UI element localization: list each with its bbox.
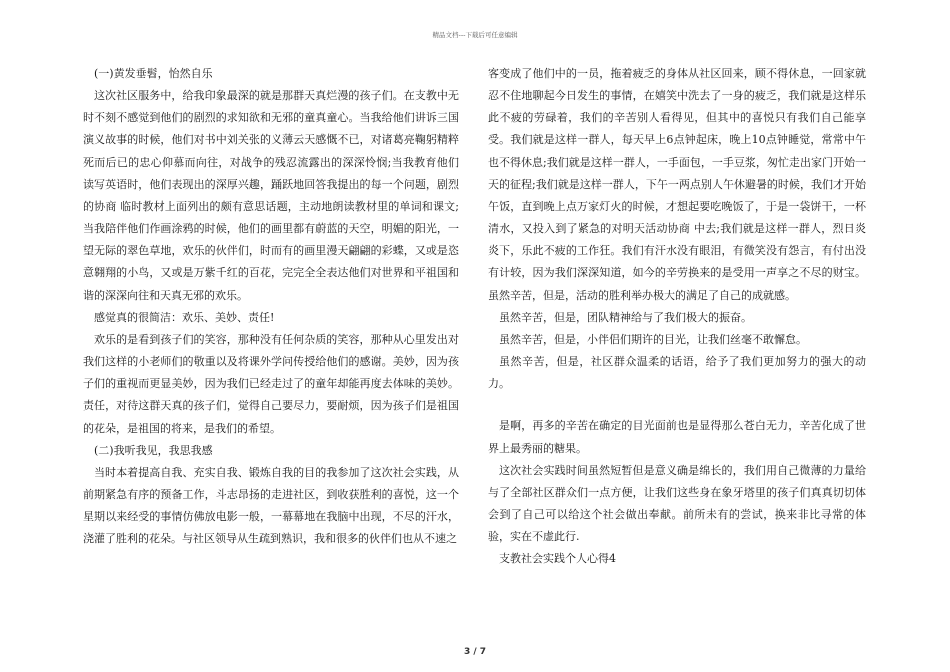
paragraph: 欢乐的是看到孩子们的笑容，那种没有任何杂质的笑容，那种从心里发出对我们这样的小老师们的敬重以及将课外学问传授给他们的感谢。美妙，因为孩子们的重视而更显美妙，因为我们已经走过了的童年却能再度去体味的美妙。责任，对待这群天真的孩子们，觉得自己要尽力，要耐烦，因为孩子们是祖国的花朵，是祖国的将来，是我们的希望。 [83, 332, 459, 435]
paragraph: 客变成了他们中的一员，拖着疲乏的身体从社区回来，顾不得休息，一回家就忍不住地聊起今日发生的事情，在嬉笑中洗去了一身的疲乏，我们就是这样乐此不疲的劳碌着，我们的辛苦别人看得见，但其中的喜悦只有我们自己能享受。我们就是这样一群人，每天早上6点钟起床，晚上10点钟睡觉，常常中午也不得休息;我们就是这样一群人，一手面包，一手豆浆，匆忙走出家门开始一天的征程;我们就是这样一群人，下午一两点别人午休避暑的时候，我们才开始午饭，直到晚上点万家灯火的时候，才想起要吃晚饭了，于是一袋饼干，一杯清水，又投入到了紧急的对明天活动协商 中去;我们就是这样一群人，烈日炎炎下，乐此不疲的工作狂。我们有汗水没有眼泪，有微笑没有怨言，有付出没有计较，因为我们深深知道，如今的辛劳换来的是受用一声享之不尽的财宝。虽然辛苦，但是，活动的胜利举办极大的满足了自己的成就感。 [488, 67, 866, 302]
paragraph: 这次社会实践时间虽然短暂但是意义确是绵长的，我们用自己微薄的力量给与了全部社区群众们一点方便，让我们这些身在象牙塔里的孩子们真真切切体会到了自己可以给这个社会做出奉献。前所未有的尝试，换来非比寻常的体验，实在不虚此行. [488, 463, 866, 544]
paragraph: 虽然辛苦，但是，团队精神给与了我们极大的振奋。 [499, 310, 752, 324]
paragraph: 感觉真的很简洁：欢乐、美妙、责任! [94, 310, 275, 324]
paragraph: 这次社区服务中，给我印象最深的就是那群天真烂漫的孩子们。在支教中无时不刻不感觉到他们的剧烈的求知欲和无邪的童真童心。当我给他们讲诉三国演义故事的时候，他们对书中刘关张的义薄云天感慨不已，对诸葛亮鞠躬精粹死而后已的忠心仰慕而向往，对战争的残忍流露出的深深怜悯;当我教育他们读写英语时，他们表现出的深厚兴趣，踊跃地回答我提出的每一个问题，剧烈的协商 临时教材上面列出的颇有意思话题，主动地朗读教材里的单词和课文;当我陪伴他们作画涂鸦的时候，他们的画里都有蔚蓝的天空，明媚的阳光，一望无际的翠色草地，欢乐的伙伴们，时而有的画里漫天翩翩的彩蝶，又或是恣意翱翔的小鸟，又或是万紫千红的百花，完完全全表达他们对世界和平祖国和谐的深深向往和天真无邪的欢乐。 [83, 89, 459, 302]
blank-line [488, 395, 866, 415]
paragraph: 虽然辛苦，但是，小伴侣们期许的目光，让我们丝毫不敢懈怠。 [499, 332, 807, 346]
left-column [83, 63, 459, 550]
section-heading: (一)黄发垂髫，怡然自乐 [94, 67, 213, 80]
paragraph: 当时本着提高自我、充实自我、锻炼自我的目的我参加了这次社会实践，从前期紧急有序的预备工作，斗志昂扬的走进社区，到收获胜利的喜悦，这一个星期以来经受的事情仿佛放电影一般，一幕幕地在我脑中出现，不尽的汗水，浇灌了胜利的花朵。与社区领导从生疏到熟识，我和很多的伙伴们也从不速之 [83, 465, 459, 546]
page-header: 精品文档---下载后可任意编辑 [432, 31, 518, 39]
paragraph: 虽然辛苦，但是，社区群众温柔的话语，给予了我们更加努力的强大的动力。 [488, 355, 866, 391]
section-heading: 支教社会实践个人心得4 [499, 552, 616, 566]
section-heading: (二)我听我见，我思我感 [94, 443, 213, 457]
paragraph: 是啊，再多的辛苦在确定的目光面前也是显得那么苍白无力，辛苦化成了世界上最秀丽的糖果。 [488, 419, 866, 455]
right-column [488, 63, 866, 570]
page-number: 3 / 7 [463, 647, 487, 657]
